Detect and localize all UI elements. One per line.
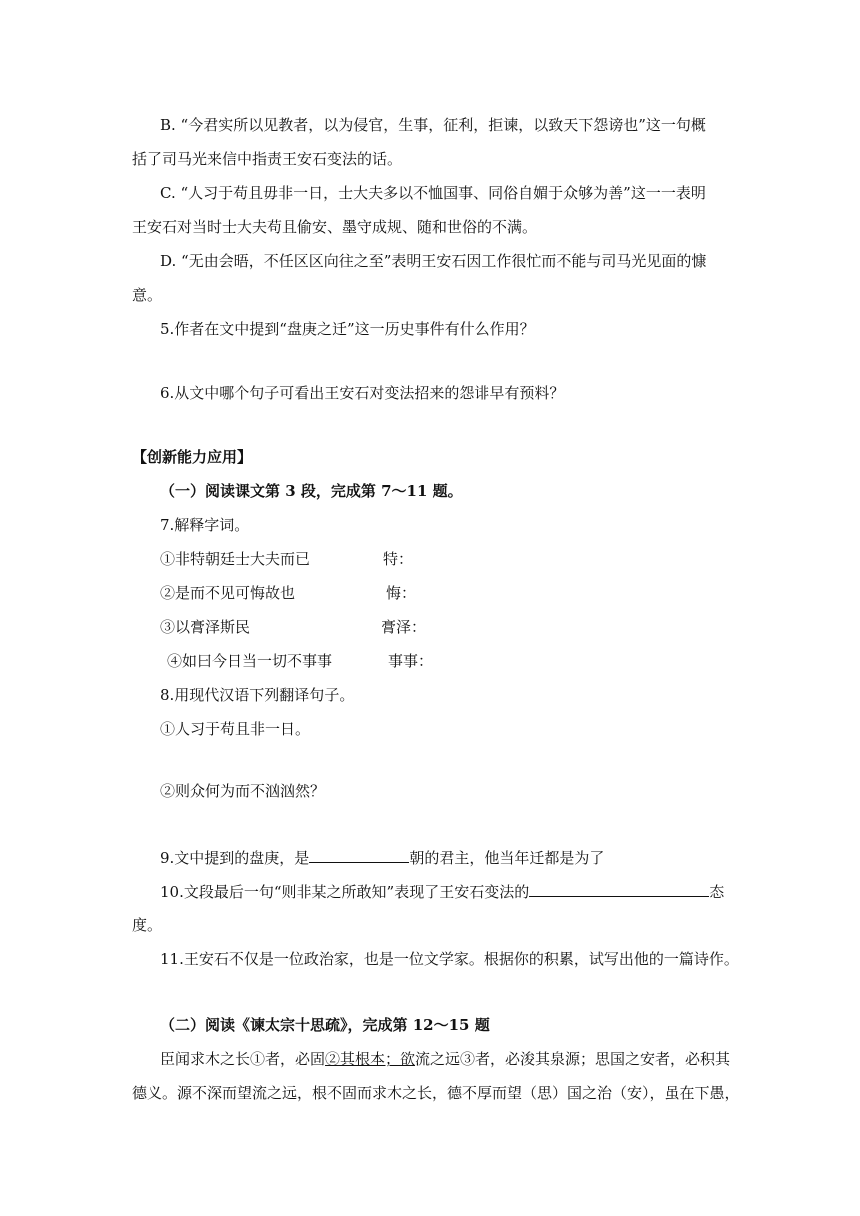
q7-item-text: ③以膏泽斯民 [160,618,251,636]
part2-heading: （二）阅读《谏太宗十思疏》，完成第 12～15 题 [160,1016,490,1034]
q7-item-1 [160,548,414,570]
passage-line1 [160,1048,730,1070]
question-8: 8.用现代汉语下列翻译句子。 [160,686,355,704]
q8-item-2: ②则众何为而不汹汹然？ [160,782,326,800]
q7-item-text: ①非特朝廷士大夫而已 [160,550,311,568]
q7-item-term: 事事： [388,652,434,670]
option-c-line2: 王安石对当时士大夫苟且偷安、墨守成规、随和世俗的不满。 [132,218,538,236]
question-5: 5.作者在文中提到“盘庚之迁”这一历史事件有什么作用？ [160,320,535,338]
q9-blank[interactable] [309,846,409,863]
q7-item-text: ④如曰今日当一切不事事 [167,652,333,670]
part1-heading: （一）阅读课文第 3 段，完成第 7～11 题。 [160,482,463,500]
option-b-line2: 括了司马光来信中指责王安石变法的话。 [132,150,403,168]
q7-item-text: ②是而不见可悔故也 [160,584,296,602]
passage-line2: 德义。源不深而望流之远，根不固而求木之长，德不厚而望（思）国之治（安），虽在下愚， [132,1084,740,1102]
q10-text-start: 10.文段最后一句“则非某之所敢知”表现了王安石变法的 [160,883,530,901]
passage-text: 臣闻求木之长①者，必固 [160,1050,326,1068]
question-11: 11.王安石不仅是一位政治家，也是一位文学家。根据你的积累，试写出他的一篇诗作。 [160,950,739,968]
option-d-line2: 意。 [132,286,163,304]
question-10 [160,880,724,903]
option-c-line1: C. “人习于苟且毋非一日，士大夫多以不恤国事、同俗自媚于众够为善”这一一表明 [160,184,706,202]
q7-item-3 [160,616,427,638]
question-10-cont: 度。 [132,916,163,934]
q10-blank[interactable] [529,880,709,897]
passage-underlined: ②其根本；欲 [325,1050,416,1068]
q7-item-term: 膏泽： [381,618,427,636]
passage-text: 流之远③者，必浚其泉源；思国之安者，必积其 [415,1050,731,1068]
q9-text-end: 朝的君主，他当年迁都是为了 [409,849,605,867]
q7-item-4 [167,650,434,672]
q7-item-2 [160,582,417,604]
option-b-line1: B. “今君实所以见教者，以为侵官，生事，征利，拒谏，以致天下怨谤也”这一句概 [160,116,706,134]
question-6: 6.从文中哪个句子可看出王安石对变法招来的怨诽早有预料？ [160,384,565,402]
option-d-line1: D. “无由会晤，不任区区向往之至”表明王安石因工作很忙而不能与司马光见面的慷 [160,252,707,270]
q10-text-end: 态 [709,883,725,901]
section-title: 【创新能力应用】 [132,448,253,466]
q8-item-1: ①人习于苟且非一日。 [160,720,311,738]
question-9 [160,846,604,869]
q7-item-term: 特： [383,550,414,568]
q7-item-term: 悔： [386,584,417,602]
q9-text-start: 9.文中提到的盘庚，是 [160,849,310,867]
question-7: 7.解释字词。 [160,516,250,534]
